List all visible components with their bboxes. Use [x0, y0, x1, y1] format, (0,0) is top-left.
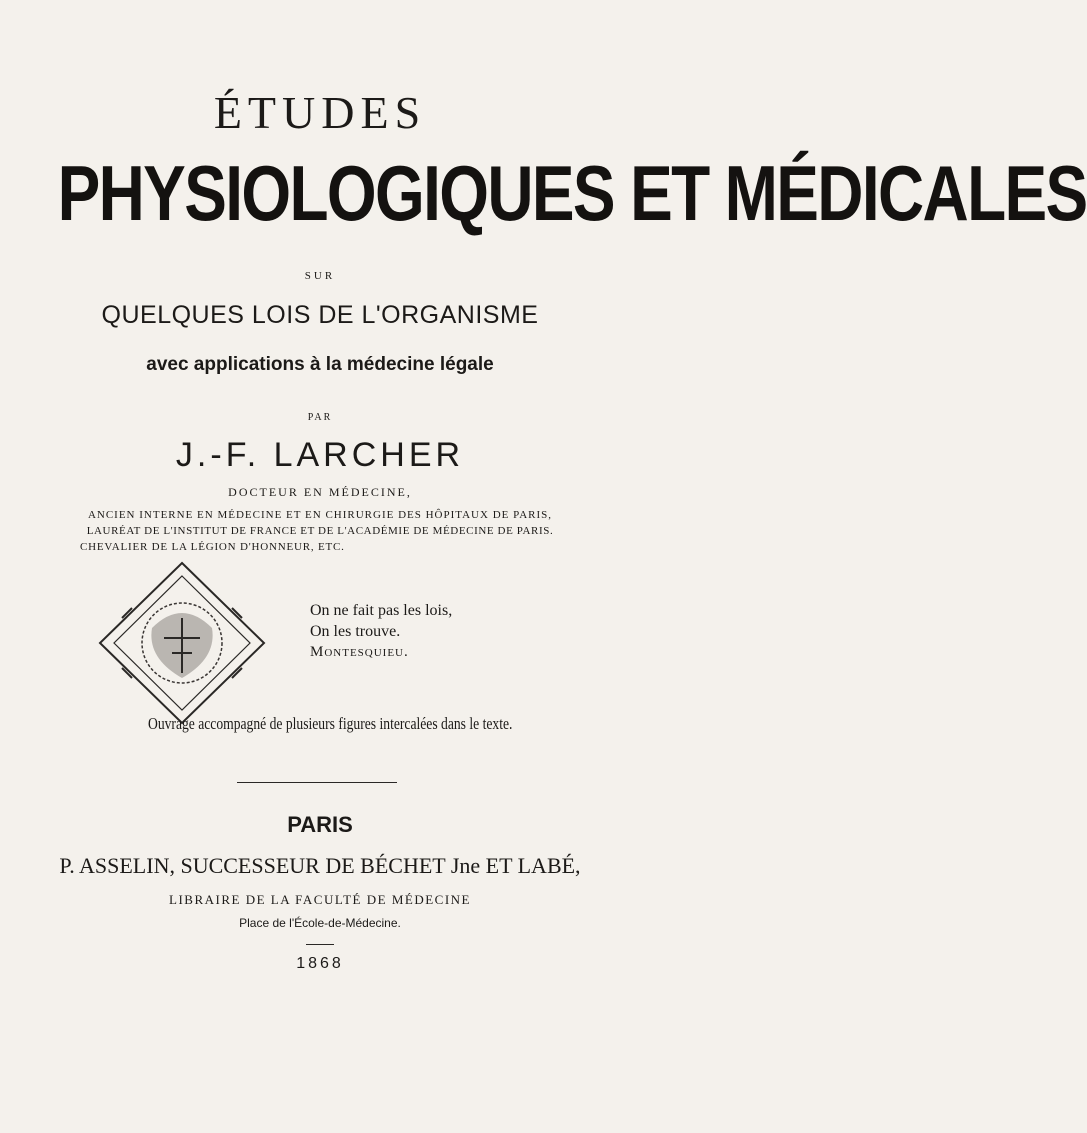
subtitle-2: avec applications à la médecine légale [146, 354, 494, 375]
subtitle: QUELQUES LOIS DE L'ORGANISME [101, 301, 539, 329]
imprint-city: PARIS [287, 812, 353, 837]
illustration-note: Ouvrage accompagné de plusieurs figures intercalées dans le texte. [148, 714, 513, 733]
divider-short [306, 944, 334, 945]
credential-4: CHEVALIER DE LA LÉGION D'HONNEUR, ETC. [80, 541, 345, 553]
credential-3: LAURÉAT DE L'INSTITUT DE FRANCE ET DE L'ACADÉMIE DE MÉDECINE DE PARIS. [86, 525, 554, 537]
title-line-1: ÉTUDES [213, 87, 427, 138]
author-name: J.-F. LARCHER [175, 436, 465, 474]
imprint-publisher: P. ASSELIN, SUCCESSEUR DE BÉCHET Jne ET LABÉ, [59, 853, 581, 878]
divider [237, 782, 397, 783]
imprint-address: Place de l'École-de-Médecine. [239, 916, 401, 930]
epigraph-line-2: On les trouve. [310, 623, 401, 640]
epigraph-author: Montesquieu. [310, 644, 409, 660]
imprint-year: 1868 [296, 955, 344, 972]
epigraph [310, 600, 452, 663]
imprint-libraire: LIBRAIRE DE LA FACULTÉ DE MÉDECINE [169, 892, 471, 907]
sur-label: SUR [304, 270, 336, 282]
title-line-2: PHYSIOLOGIQUES ET MÉDICALES [57, 149, 1087, 237]
epigraph-line-1: On ne fait pas les lois, [310, 602, 453, 619]
par-label: PAR [307, 412, 333, 423]
credential-2: ANCIEN INTERNE EN MÉDECINE ET EN CHIRURGIE DES HÔPITAUX DE PARIS, [87, 509, 553, 521]
library-seal-icon [92, 558, 272, 728]
credential-1: DOCTEUR EN MÉDECINE, [228, 485, 412, 499]
